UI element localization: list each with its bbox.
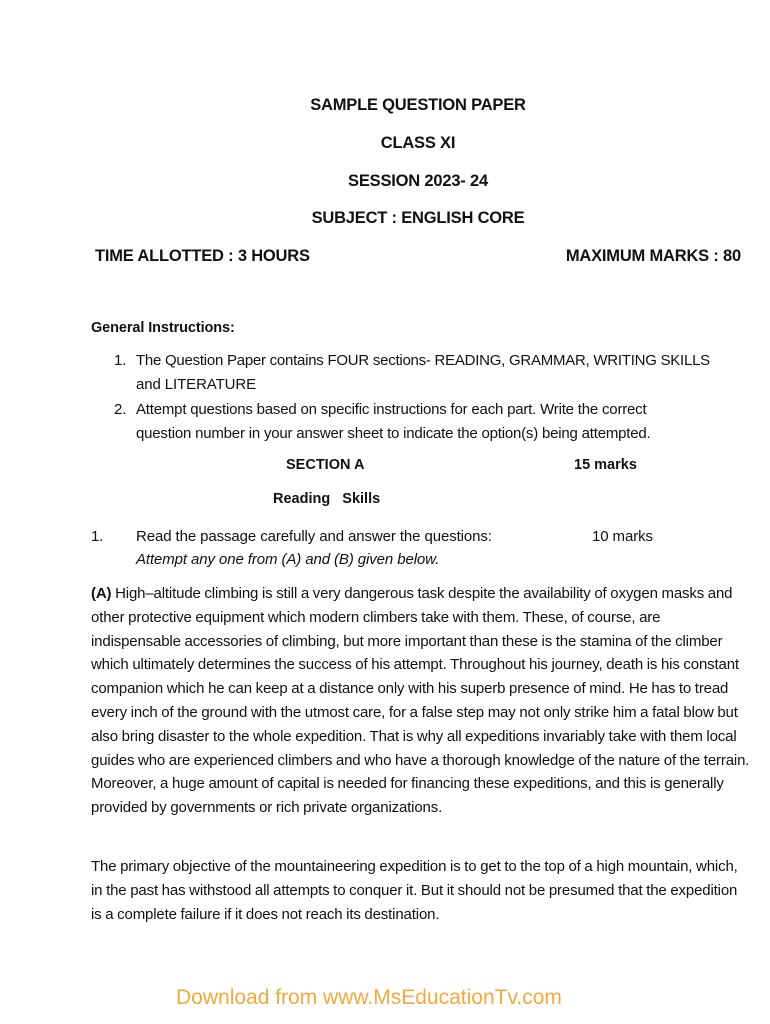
question-number: 1. [91,528,104,545]
maximum-marks: MAXIMUM MARKS : 80 [565,247,741,265]
instruction-2-line2: question number in your answer sheet to indicate the option(s) being attempted. [136,425,651,442]
question-marks: 10 marks [592,528,653,545]
section-subtitle: Reading Skills [273,491,381,507]
paper-title: SAMPLE QUESTION PAPER [310,96,526,114]
instruction-number: 1. [114,352,127,369]
subject-label: SUBJECT : ENGLISH CORE [311,209,525,227]
passage-paragraph-1 [91,582,751,820]
section-marks: 15 marks [574,457,637,473]
instruction-number: 2. [114,401,127,418]
session-label: SESSION 2023- 24 [348,172,488,190]
question-note: Attempt any one from (A) and (B) given below. [136,551,440,568]
class-label: CLASS XI [380,134,456,152]
time-allotted: TIME ALLOTTED : 3 HOURS [95,247,310,265]
question-text: Read the passage carefully and answer the questions: [136,528,492,545]
instruction-1-line2: and LITERATURE [136,376,257,393]
instructions-heading: General Instructions: [91,320,235,336]
passage-text: High–altitude climbing is still a very dangerous task despite the availability of oxygen masks and other protective equipment which modern climbers take with them. These, of course, are indispensable accessories of climbing, but more important than these is the stamina of the climber which ultimately determines the success of his attempt. Throughout his journey, death is his constant companion which he can keep at a distance only with his superb presence of mind. He has to tread every inch of the ground with the utmost care, for a false step may not only strike him a fatal blow but also bring disaster to the whole expedition. That is why all expeditions invariably take with them local guides who are experienced climbers and who have a thorough knowledge of the nature of the terrain. Moreover, a huge amount of capital is needed for financing these expeditions, and this is generally provided by governments or rich private organizations. [91,585,750,817]
instruction-2-line1: Attempt questions based on specific instructions for each part. Write the correct [136,401,647,418]
passage-paragraph-2: The primary objective of the mountaineering expedition is to get to the top of a high mountain, which, in the past has withstood all attempts to conquer it. But it should not be presumed that the expedition is a complete failure if it does not reach its destination. [91,858,738,923]
download-watermark: Download from www.MsEducationTv.com [176,986,562,1009]
instruction-1-line1: The Question Paper contains FOUR sections- READING, GRAMMAR, WRITING SKILLS [136,352,710,369]
section-title: SECTION A [286,457,365,473]
passage-label: (A) [91,585,112,602]
